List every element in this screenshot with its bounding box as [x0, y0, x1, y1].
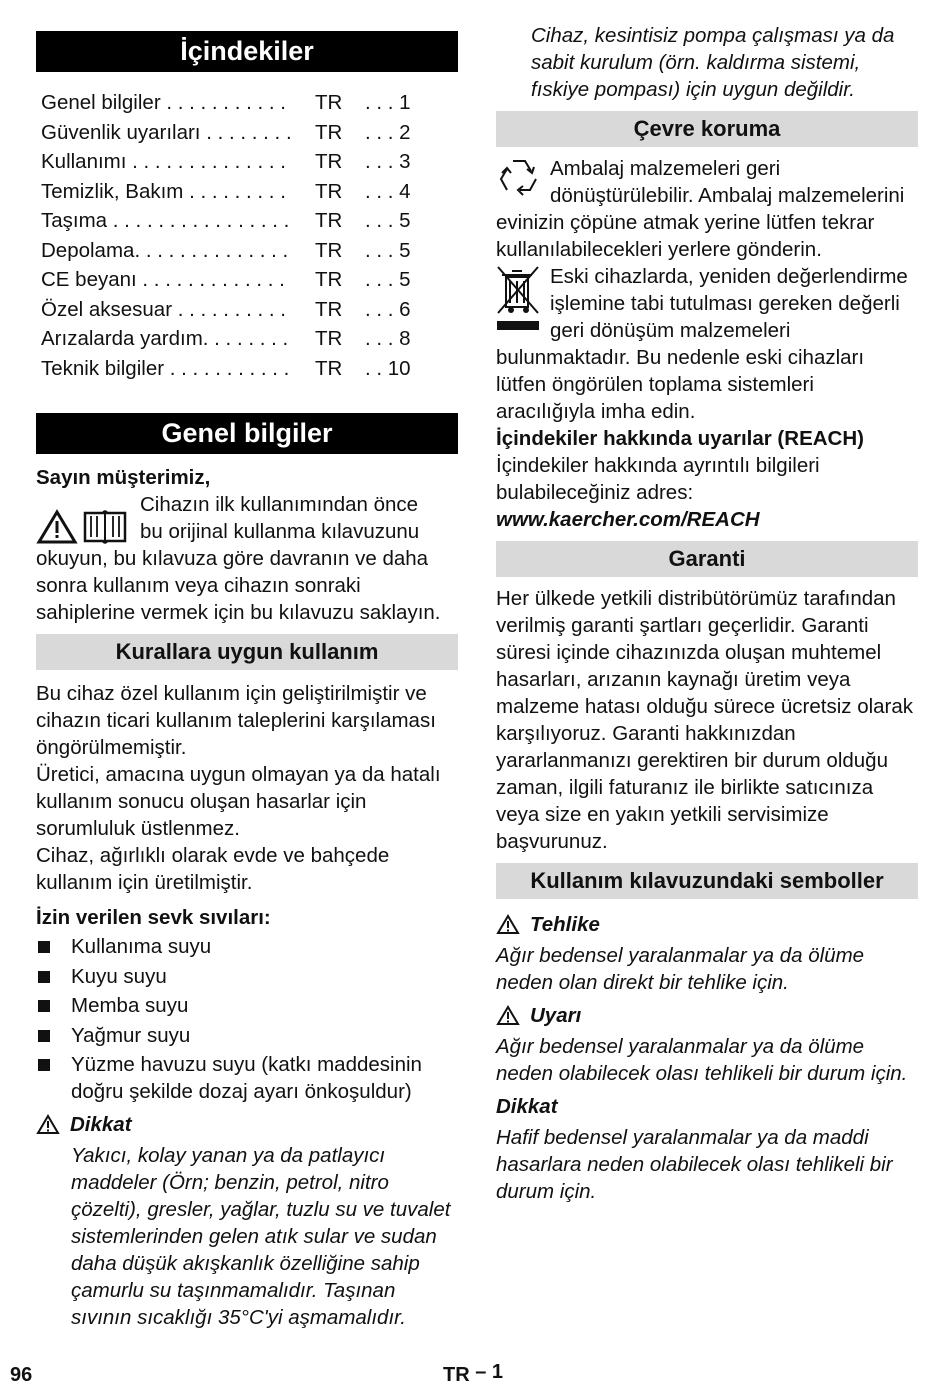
caution-heading: [36, 1111, 458, 1138]
toc-entry[interactable]: [41, 147, 458, 177]
fluids-heading: İzin verilen sevk sıvıları:: [36, 906, 271, 929]
reach-url-link[interactable]: www.kaercher.com/REACH: [496, 508, 760, 531]
toc-entry-label: Taşıma . . . . . . . . . . . . . . . .: [41, 209, 290, 232]
list-item-text: Kullanıma suyu: [71, 935, 212, 958]
toc-entry-label: Temizlik, Bakım . . . . . . . . .: [41, 179, 286, 203]
toc-entry-page: . . . 8: [365, 327, 411, 350]
toc-entry-page: . . . 2: [365, 120, 411, 144]
intro-line-2: bu orijinal kullanma kılavuzunu: [140, 520, 420, 543]
warning-label: Uyarı: [530, 1004, 582, 1027]
bullet-square-icon: [38, 941, 50, 953]
toc-entry-lang: TR: [315, 150, 343, 173]
list-item: [36, 963, 458, 990]
list-item: [36, 1022, 458, 1049]
environment-p2: Eski cihazlarda, yeniden değerlendirme işlemine tabi tutulması gereken değerli geri dönüşüm malzemeleri bulunmaktadır. Bu nedenle eski cihazları lütfen öngörülen toplama sistemleri aracılığıyla imha edin.: [496, 265, 908, 423]
symbols-caution-label: Dikkat: [496, 1095, 558, 1118]
list-item: [36, 992, 458, 1019]
environment-p1: Ambalaj malzemeleri geri dönüştürülebilir. Ambalaj malzemelerini evinizin çöpüne atmak yerine lütfen tekrar kullanılabilecekleri yerlere gönderin.: [496, 157, 905, 261]
list-item-text: Yağmur suyu: [71, 1023, 191, 1047]
open-book-icon: [82, 507, 128, 545]
table-of-contents: [36, 88, 458, 383]
recycle-icon: [496, 157, 542, 201]
toc-entry-lang: TR: [315, 356, 343, 380]
fluids-list: [36, 933, 458, 1105]
left-column: [36, 0, 458, 1331]
warning-heading: [496, 1002, 918, 1029]
toc-entry-page: . . . 4: [365, 179, 411, 203]
toc-entry-lang: TR: [315, 91, 343, 114]
salutation: Sayın müşterimiz,: [36, 466, 211, 489]
warranty-text: Her ülkede yetkili distribütörümüz tarafından verilmiş garanti şartları geçerlidir. Garanti süresi içinde cihazınızda oluşan muhtemel hasarları, arızanın kaynağı üretim veya malzeme hatası olduğu sürece ücretsiz olarak karşılıyoruz. Garanti hakkınızdan yararlanmanızı gerektiren bir durum olduğu zaman, ilgili faturanız ile birlikte satıcınıza veya size en yakın yetkili servisimize başvurunuz.: [496, 587, 914, 853]
toc-entry-page: . . 10: [365, 356, 411, 380]
toc-entry-lang: TR: [315, 268, 343, 291]
danger-label: Tehlike: [530, 913, 600, 936]
bullet-square-icon: [38, 971, 50, 983]
list-item-text: Yüzme havuzu suyu (katkı maddesinin doğru şekilde dozaj ayarı önkoşuldur): [71, 1053, 422, 1103]
crossed-bin-icon: [496, 265, 540, 337]
toc-entry-label: Özel aksesuar . . . . . . . . . .: [41, 297, 286, 321]
section-title-environment: Çevre koruma: [496, 111, 918, 147]
danger-heading: [496, 911, 918, 938]
toc-entry[interactable]: [41, 295, 458, 325]
section-title-proper-use: Kurallara uygun kullanım: [36, 634, 458, 670]
list-item: [36, 1051, 458, 1105]
bullet-square-icon: [38, 1000, 50, 1012]
intro-first-lines: [136, 491, 419, 545]
toc-entry-label: Teknik bilgiler . . . . . . . . . . .: [41, 356, 290, 380]
section-title-general: Genel bilgiler: [36, 413, 458, 454]
section-title-symbols: Kullanım kılavuzundaki semboller: [496, 863, 918, 899]
footer-page-number: 96: [10, 1364, 33, 1386]
caution-label: Dikkat: [70, 1113, 132, 1136]
bullet-square-icon: [38, 1030, 50, 1042]
section-title-warranty: Garanti: [496, 541, 918, 577]
environment-weee-block: [496, 263, 918, 425]
toc-entry-label: CE beyanı . . . . . . . . . . . . .: [41, 268, 285, 291]
toc-entry-lang: TR: [315, 179, 343, 203]
footer-sep: –: [475, 1361, 487, 1383]
toc-entry-page: . . . 6: [365, 297, 411, 321]
toc-title: İçindekiler: [36, 31, 458, 72]
intro-rest: okuyun, bu kılavuza göre davranın ve daha sonra kullanım veya cihazın sonraki sahiplerine vermek için bu kılavuzu saklayın.: [36, 547, 441, 624]
warning-triangle-icon: [496, 914, 520, 935]
intro-line-1: Cihazın ilk kullanımından önce: [140, 493, 419, 516]
toc-entry-lang: TR: [315, 238, 343, 262]
toc-entry-page: . . . 1: [365, 91, 411, 114]
toc-entry-label: Arızalarda yardım. . . . . . . .: [41, 327, 289, 350]
toc-entry[interactable]: [41, 118, 458, 148]
right-column: [496, 22, 918, 1205]
toc-entry[interactable]: [41, 88, 458, 118]
footer-lang-page-number: 1: [491, 1361, 504, 1383]
list-item-text: Kuyu suyu: [71, 964, 167, 988]
caution-text-continued: Cihaz, kesintisiz pompa çalışması ya da sabit kurulum (örn. kaldırma sistemi, fıskiye pompası) için uygun değildir.: [531, 24, 895, 101]
toc-entry[interactable]: [41, 177, 458, 207]
warning-triangle-icon: [496, 1005, 520, 1026]
proper-use-p2: Üretici, amacına uygun olmayan ya da hatalı kullanım sonucu oluşan hasarlar için sorumluluk üstlenmez.: [36, 763, 441, 840]
intro-with-icons: [36, 491, 458, 545]
toc-entry-label: Güvenlik uyarıları . . . . . . . .: [41, 120, 292, 144]
toc-entry-page: . . . 5: [365, 268, 411, 291]
toc-entry-label: Depolama. . . . . . . . . . . . . .: [41, 238, 289, 262]
reach-text: İçindekiler hakkında ayrıntılı bilgileri bulabileceğiniz adres:: [496, 454, 820, 504]
reach-heading: İçindekiler hakkında uyarılar (REACH): [496, 427, 864, 450]
toc-entry-label: Genel bilgiler . . . . . . . . . . .: [41, 91, 286, 114]
danger-text: Ağır bedensel yaralanmalar ya da ölüme neden olan direkt bir tehlike için.: [496, 944, 865, 994]
proper-use-p3: Cihaz, ağırlıklı olarak evde ve bahçede kullanım için üretilmiştir.: [36, 844, 390, 894]
toc-entry-label: Kullanımı . . . . . . . . . . . . . .: [41, 150, 286, 173]
toc-entry-lang: TR: [315, 120, 343, 144]
toc-entry-lang: TR: [315, 297, 343, 321]
caution-text: Yakıcı, kolay yanan ya da patlayıcı maddeler (Örn; benzin, petrol, nitro çözelti), gresler, yağlar, tuzlu su ve tuvalet sistemlerinden gelen atık sular ve sudan daha düşük akışkanlık özelliğine sahip çamurlu su taşınmamalıdır. Taşınan sıvının sıcaklığı 35°C'yi aşmamalıdır.: [71, 1144, 451, 1329]
warning-triangle-icon: [36, 509, 78, 545]
list-item: [36, 933, 458, 960]
toc-entry-lang: TR: [315, 327, 343, 350]
toc-entry[interactable]: [41, 324, 458, 354]
toc-entry[interactable]: [41, 236, 458, 266]
toc-entry[interactable]: [41, 265, 458, 295]
footer-lang: TR: [443, 1364, 470, 1386]
toc-entry-page: . . . 3: [365, 150, 411, 173]
toc-entry[interactable]: [41, 206, 458, 236]
warning-text: Ağır bedensel yaralanmalar ya da ölüme neden olabilecek olası tehlikeli bir durum için.: [496, 1035, 908, 1085]
environment-recycle-block: [496, 155, 918, 263]
toc-entry-lang: TR: [315, 209, 343, 232]
warning-triangle-icon: [36, 1114, 60, 1135]
intro-icons: [36, 491, 136, 545]
toc-entry-page: . . . 5: [365, 209, 411, 232]
toc-entry[interactable]: [41, 354, 458, 384]
bullet-square-icon: [38, 1059, 50, 1071]
toc-entry-page: . . . 5: [365, 238, 411, 262]
list-item-text: Memba suyu: [71, 994, 189, 1017]
proper-use-p1: Bu cihaz özel kullanım için geliştirilmiştir ve cihazın ticari kullanım taleplerini karşılaması öngörülmemiştir.: [36, 682, 436, 759]
symbols-caution-text: Hafif bedensel yaralanmalar ya da maddi hasarlara neden olabilecek olası tehlikeli bir durum için.: [496, 1126, 893, 1203]
